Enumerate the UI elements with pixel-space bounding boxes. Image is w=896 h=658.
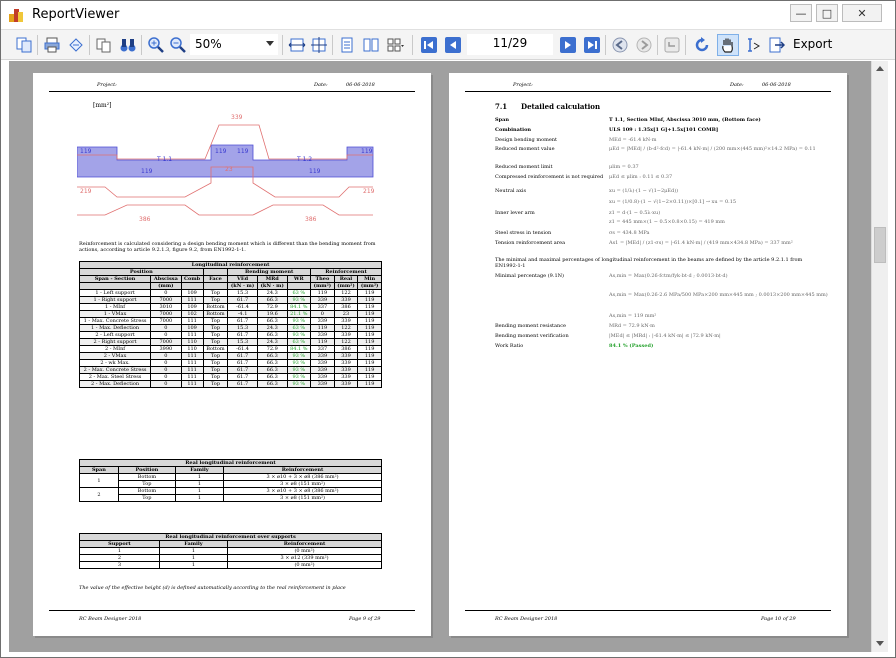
stop-button[interactable]: [661, 34, 683, 56]
text-select-button[interactable]: [741, 34, 763, 56]
header-project: Project:: [513, 82, 533, 88]
reinforcement-note: Reinforcement is calculated considering a design bending moment which is different than the bending moment from actions, according to article 9.2.1.3, figure 9.2, from EN1992-1-1.: [79, 241, 376, 253]
calc-row: As,min = Max(0.26·2.6 MPa/500 MPa×200 mm×445 mm ; 0.0013×200 mm×445 mm): [609, 292, 828, 298]
next-page-button[interactable]: [557, 34, 579, 56]
text-cursor-icon: [743, 36, 761, 54]
svg-text:119: 119: [141, 168, 153, 175]
printer-icon: [43, 36, 61, 54]
table-row: 2 - Max. Steel Stress 0 111 Top 61.7 66.3 93 % 339 339 119: [80, 374, 382, 381]
multi-page-icon: [362, 36, 380, 54]
export-button[interactable]: [765, 34, 787, 56]
page-width-button[interactable]: [286, 34, 308, 56]
maximize-icon: □: [821, 6, 833, 20]
header-date-label: Date:: [314, 82, 328, 88]
section-number: 7.1: [495, 102, 508, 111]
real-reinforcement-table: Real longitudinal reinforcement Span Position Family Reinforcement 1 Bottom 1 3 × ø10 + 3 × ø8 (386 mm²) Top 1 3 × ø8 (151 mm²) 2 Bottom 1 3 × ø10 + 3 × ø8 (386 mm²) Top 1 3 × ø8 (151 mm²): [79, 459, 382, 502]
zoom-select[interactable]: [190, 34, 278, 55]
single-page-button[interactable]: [336, 34, 358, 56]
page-width-icon: [288, 36, 306, 54]
table-row: 2 - Left support 0 111 Top 61.7 66.3 93 % 339 339 119: [80, 332, 382, 339]
undo-icon: [663, 36, 681, 54]
title-bar: [1, 1, 895, 29]
multi-page-button[interactable]: [360, 34, 382, 56]
copy-pages-button[interactable]: [13, 34, 35, 56]
detailed-calculation: [495, 117, 828, 417]
footnote: The value of the effective height (d) is defined automatically according to the real reinforcement in place: [79, 585, 346, 591]
svg-text:339: 339: [231, 114, 243, 121]
calc-row: Inner lever arm z1 = d·(1 − 0.5λ·xu): [495, 210, 661, 216]
calc-row: Bending moment resistance MRd = 72.9 kN·m: [495, 323, 655, 329]
report-page-left: [33, 73, 431, 636]
toolbar: [1, 29, 895, 60]
table-row: 2 - MInf 3990 110 Bottom -61.4 72.9 84.1 % 337 386 119: [80, 346, 382, 353]
svg-text:119: 119: [309, 168, 321, 175]
table-row: 1 - VMax 7000 102 Bottom -4.1 19.6 21.1 % 0 23 119: [80, 311, 382, 318]
grid-icon: [386, 36, 404, 54]
first-page-button[interactable]: [418, 34, 440, 56]
scroll-down-icon[interactable]: [876, 641, 884, 646]
chevron-down-icon: [266, 41, 274, 46]
svg-text:119: 119: [237, 148, 249, 155]
next-page-icon: [559, 36, 577, 54]
page-number: 11/29: [492, 36, 528, 50]
calc-row: Compressed reinforcement is not required μEd ≤ μlim : 0.11 ≤ 0.37: [495, 174, 673, 180]
previous-page-button[interactable]: [442, 34, 464, 56]
svg-text:T 1.1: T 1.1: [157, 156, 173, 163]
binoculars-icon: [119, 36, 137, 54]
calc-row: Tension reinforcement area As1 = |MEd| / (z1·σs) = |-61.4 kN·m| / (419 mm×434.8 MPa) = 337 mm²: [495, 240, 793, 246]
header-date: 06-06-2018: [346, 82, 375, 88]
calc-row: Neutral axis xu = (1/λ)·(1 − √(1−2μEd)): [495, 188, 679, 194]
document-viewport[interactable]: [9, 61, 871, 652]
footer-page: Page 9 of 29: [349, 616, 381, 622]
longitudinal-reinforcement-table: Longitudinal reinforcement Position Bending moment Reinforcement Span - Section Abscissa Comb Face VEd MRd WR Theo Real Min (mm) (kN · m) (kN · m) (mm²) (mm²) (mm²) 1 - Left support 0 109 Top 15.3 24.3 63 % 119 122 119 1 - Right support 7000 111 Top 61.7 66.3 93 % 339 339 119 1 - MInf 3010 109 Bottom -61.4 72.9 84.1 % 337 386 119 1 - VMax 7000 102 Bottom -4.1 19.6 21.1 % 0 23 119 1 - Max. Concrete Stress 7000 111 Top 61.7 66.3 93 % 339 339 119 1 - Max. Deflection 0 109 Top 15.3 24.3 63 % 119 122 119 2 - Left support 0 111 Top 61.7 66.3 93 % 339 339 119 2 - Right support 7000 110 Top 15.3 24.3 63 % 119 122 119 2 - MInf 3990 110 Bottom -61.4 72.9 84.1 % 337 386 119 2 - VMax 0 111 Top 61.7 66.3 93 % 339 339 119 2 - wk Max. 0 111 Top 61.7 66.3 93 % 339 339 119 2 - Max. Concrete Stress 0 111 Top 61.7 66.3 93 % 339 339 119 2 - Max. Steel Stress 0 111 Top 61.7 66.3 93 % 339 339 119 2 - Max. Deflection 0 111 Top 61.7 66.3 93 % 339 339 119: [79, 261, 382, 388]
calc-row: Span T 1.1, Section MInf, Abscissa 3010 mm, (Bottom face): [495, 117, 761, 123]
table-row: 2 - Max. Deflection 0 111 Top 61.7 66.3 93 % 339 339 119: [80, 381, 382, 388]
table-row: 1 - Left support 0 109 Top 15.3 24.3 63 % 119 122 119: [80, 290, 382, 297]
zoom-out-button[interactable]: [167, 34, 189, 56]
first-page-icon: [420, 36, 438, 54]
scroll-up-icon[interactable]: [876, 66, 884, 71]
footer-app: RC Beam Designer 2018: [79, 616, 142, 622]
reinforcement-diagram: [77, 95, 387, 223]
scroll-thumb[interactable]: [874, 227, 886, 263]
app-icon: [8, 7, 24, 23]
calc-row: Reduced moment limit μlim = 0.37: [495, 164, 639, 170]
maximize-button[interactable]: [816, 4, 838, 22]
close-button[interactable]: [842, 4, 882, 22]
close-icon: ✕: [857, 6, 867, 20]
zoom-in-icon: [147, 36, 165, 54]
single-page-icon: [338, 36, 356, 54]
calc-row: z1 = 445 mm×(1 − 0.5×0.8×0.15) = 419 mm: [609, 219, 725, 225]
svg-text:386: 386: [139, 216, 151, 223]
whole-page-button[interactable]: [308, 34, 330, 56]
calc-row: Minimal percentage (9.1N) As,min = Max(0.26·fctm/fyk·bt·d ; 0.0013·bt·d): [495, 273, 728, 279]
calc-row: Steel stress in tension σs = 434.8 MPa: [495, 230, 650, 236]
calc-row: The minimal and maximal percentages of longitudinal reinforcement in the beams are defined by the article 9.2.1.1 from EN1992-1-1: [495, 257, 803, 269]
forward-icon: [635, 36, 653, 54]
refresh-icon: [693, 36, 711, 54]
previous-page-icon: [444, 36, 462, 54]
svg-text:219: 219: [80, 188, 92, 195]
diagram-unit: [mm²]: [93, 102, 112, 109]
calc-row: xu = (1/0.8)·(1 − √(1−2×0.11))×[0.1] → xu = 0.15: [609, 199, 737, 205]
export-label[interactable]: Export: [793, 37, 833, 51]
page-setup-button[interactable]: [65, 34, 87, 56]
refresh-button[interactable]: [691, 34, 713, 56]
table-row: 1 - MInf 3010 109 Bottom -61.4 72.9 84.1 % 337 386 119: [80, 304, 382, 311]
last-page-button[interactable]: [581, 34, 603, 56]
page-number-input[interactable]: [467, 34, 553, 55]
back-icon: [611, 36, 629, 54]
footer-app: RC Beam Designer 2018: [495, 616, 558, 622]
page-setup-icon: [67, 36, 85, 54]
svg-text:119: 119: [361, 148, 373, 155]
copy-icon: [15, 36, 33, 54]
header-date: 06-06-2018: [762, 82, 791, 88]
table-row: 2 - wk Max. 0 111 Top 61.7 66.3 93 % 339 339 119: [80, 360, 382, 367]
print-button[interactable]: [41, 34, 63, 56]
table-row: 1 - Right support 7000 111 Top 61.7 66.3 93 % 339 339 119: [80, 297, 382, 304]
table-row: 2 - Right support 7000 110 Top 15.3 24.3 63 % 119 122 119: [80, 339, 382, 346]
find-button[interactable]: [117, 34, 139, 56]
header-date-label: Date:: [730, 82, 744, 88]
support-reinforcement-table: Real longitudinal reinforcement over supports Support Family Reinforcement 1 1 (0 mm²) 2 1 3 × ø12 (339 mm²) 3 1 (0 mm²): [79, 533, 382, 569]
calc-row: Design bending moment MEd = -61.4 kN·m: [495, 137, 657, 143]
copy-doc-icon: [95, 36, 113, 54]
table-row: 1 - Max. Deflection 0 109 Top 15.3 24.3 63 % 119 122 119: [80, 325, 382, 332]
forward-button[interactable]: [633, 34, 655, 56]
calc-row: Reduced moment value μEd = |MEd| / (b·d²·fcd) = |-61.4 kN·m| / (200 mm×(445 mm)²×14.2 MPa) = 0.11: [495, 146, 816, 152]
svg-text:386: 386: [305, 216, 317, 223]
last-page-icon: [583, 36, 601, 54]
zoom-in-button[interactable]: [145, 34, 167, 56]
table-row: 2 - VMax 0 111 Top 61.7 66.3 93 % 339 339 119: [80, 353, 382, 360]
zoom-value: 50%: [195, 37, 222, 51]
whole-page-icon: [310, 36, 328, 54]
hand-icon: [719, 36, 737, 54]
calc-row: Bending moment verification |MEd| ≤ |MRd| : |-61.4 kN·m| ≤ |72.9 kN·m|: [495, 333, 721, 339]
window-title: ReportViewer: [32, 7, 120, 22]
calc-row: Work Ratio 84.1 % (Passed): [495, 343, 654, 349]
header-project: Project:: [97, 82, 117, 88]
copy-button[interactable]: [93, 34, 115, 56]
svg-text:119: 119: [80, 148, 92, 155]
back-button[interactable]: [609, 34, 631, 56]
hand-tool-button[interactable]: [717, 34, 739, 56]
page-layout-button[interactable]: [384, 34, 406, 56]
minimize-icon: —: [795, 6, 807, 20]
minimize-button[interactable]: [790, 4, 812, 22]
export-icon: [767, 36, 785, 54]
svg-text:219: 219: [363, 188, 375, 195]
report-page-right: [449, 73, 847, 636]
calc-row: As,min = 119 mm²: [609, 313, 657, 319]
bottom-envelope-outer: [77, 205, 373, 215]
section-title: Detailed calculation: [521, 102, 601, 111]
svg-text:T 1.2: T 1.2: [297, 156, 313, 163]
svg-text:119: 119: [215, 148, 227, 155]
zoom-out-icon: [169, 36, 187, 54]
table-row: 1 - Max. Concrete Stress 7000 111 Top 61.7 66.3 93 % 339 339 119: [80, 318, 382, 325]
footer-page: Page 10 of 29: [761, 616, 796, 622]
table-row: 2 - Max. Concrete Stress 0 111 Top 61.7 66.3 93 % 339 339 119: [80, 367, 382, 374]
svg-text:23: 23: [225, 166, 233, 173]
calc-row: Combination ULS 109 : 1.35x[1 G]+1.5x[101 COMB]: [495, 127, 719, 133]
vertical-scrollbar[interactable]: [871, 61, 888, 652]
